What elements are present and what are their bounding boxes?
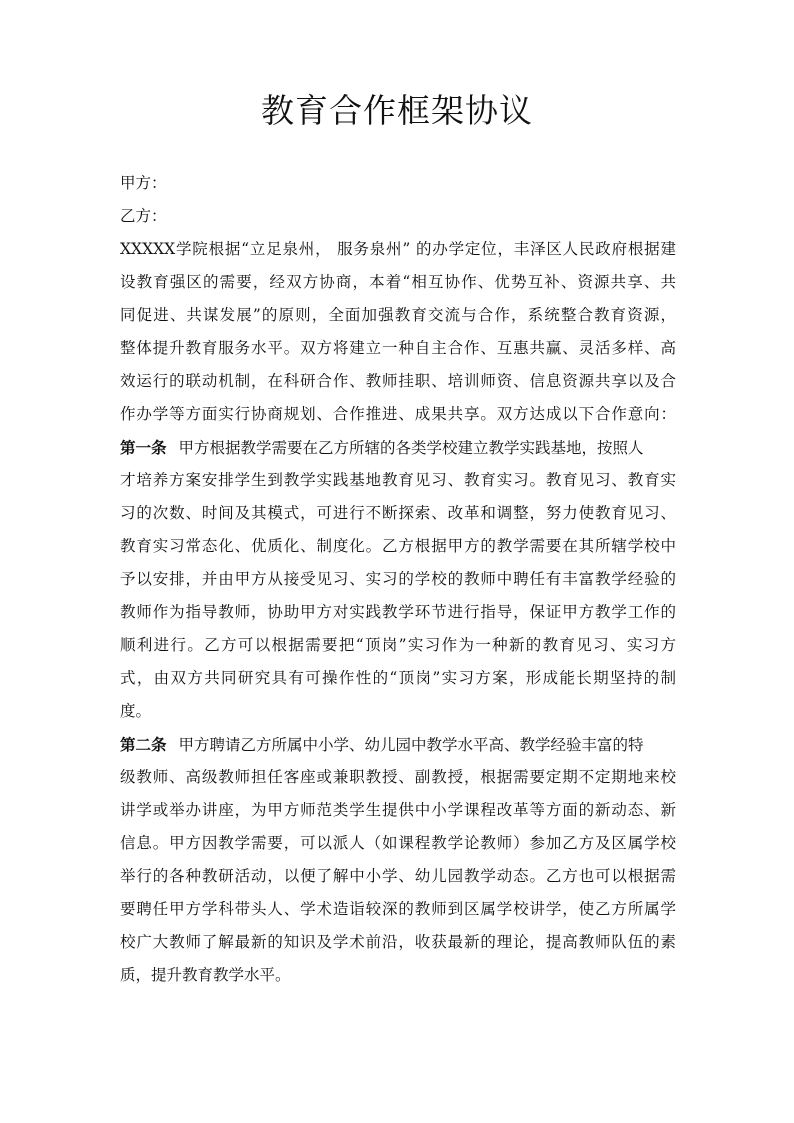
article-2-line: 校广大教师了解最新的知识及学术前沿，收获最新的理论，提高教师队伍的素 [120,933,676,951]
article-1-line: 习的次数、时间及其模式，可进行不断探索、改革和调整，努力使教育见习、 [120,504,676,522]
article-1-line: 式，由双方共同研究具有可操作性的“顶岗”实习方案，形成能长期坚持的制 [120,669,676,687]
article-2-line: 质，提升教育教学水平。 [120,966,291,984]
intro-line: 同促进、共谋发展”的原则，全面加强教育交流与合作，系统整合教育资源， [120,306,676,324]
article-1-heading: 第一条 [120,438,167,457]
intro-line: XXXXX学院根据“立足泉州， 服务泉州” 的办学定位，丰泽区人民政府根据建 [120,240,676,258]
article-2-line: 举行的各种教研活动，以便了解中小学、幼儿园教学动态。乙方也可以根据需 [120,867,676,885]
article-2-line: 级教师、高级教师担任客座或兼职教授、副教授，根据需要定期不定期地来校 [120,768,676,786]
article-1-line: 顺利进行。乙方可以根据需要把“顶岗”实习作为一种新的教育见习、实习方 [120,636,676,654]
party-a-label: 甲方： [120,174,167,192]
article-2-line: 要聘任甲方学科带头人、学术造诣较深的教师到区属学校讲学，使乙方所属学 [120,900,676,918]
article-1-line: 教育实习常态化、优质化、制度化。乙方根据甲方的教学需要在其所辖学校中 [120,537,676,555]
document-title: 教育合作框架协议 [261,91,533,130]
article-1-line: 度。 [120,702,152,720]
article-1-first-line [120,431,676,464]
article-2-first-text: 甲方聘请乙方所属中小学、幼儿园中教学水平高、教学经验丰富的特 [178,736,644,754]
article-2-line: 信息。甲方因教学需要，可以派人（如课程教学论教师）参加乙方及区属学校 [120,834,676,852]
article-1-first-text: 甲方根据教学需要在乙方所辖的各类学校建立教学实践基地，按照人 [178,439,644,457]
intro-line: 设教育强区的需要，经双方协商，本着“相互协作、优势互补、资源共享、共 [120,273,676,291]
intro-line: 整体提升教育服务水平。双方将建立一种自主合作、互惠共赢、灵活多样、高 [120,339,676,357]
article-2-first-line [120,728,676,761]
article-1-line: 予以安排，并由甲方从接受见习、实习的学校的教师中聘任有丰富教学经验的 [120,570,676,588]
document-body [120,167,676,992]
article-1-line: 才培养方案安排学生到教学实践基地教育见习、教育实习。教育见习、教育实 [120,471,676,489]
article-2-line: 讲学或举办讲座，为甲方师范类学生提供中小学课程改革等方面的新动态、新 [120,801,676,819]
intro-line: 作办学等方面实行协商规划、合作推进、成果共享。双方达成以下合作意向： [120,405,676,423]
article-1-line: 教师作为指导教师，协助甲方对实践教学环节进行指导，保证甲方教学工作的 [120,603,676,621]
intro-line: 效运行的联动机制，在科研合作、教师挂职、培训师资、信息资源共享以及合 [120,372,676,390]
article-2-heading: 第二条 [120,735,167,754]
party-b-label: 乙方： [120,207,167,225]
